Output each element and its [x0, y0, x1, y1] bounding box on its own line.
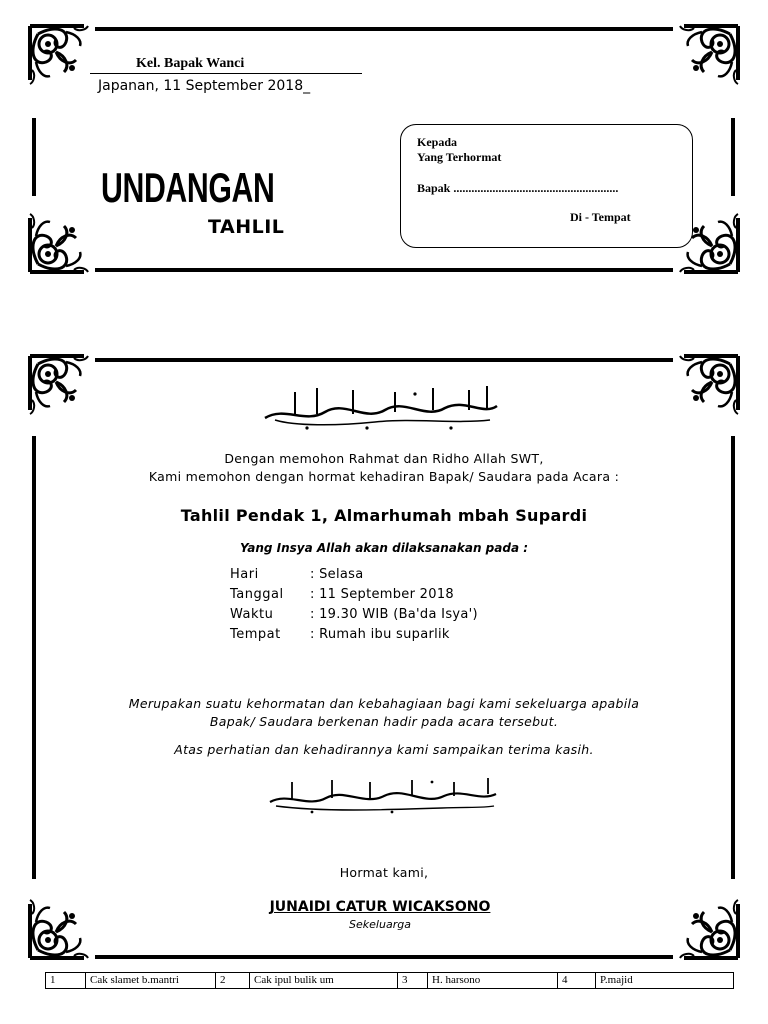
recipient-name: Cak ipul bulik um — [250, 973, 398, 989]
ornament-icon — [26, 22, 96, 92]
signer-role: Sekeluarga — [349, 918, 411, 931]
ornament-icon — [672, 892, 742, 962]
ornament-icon — [672, 22, 742, 92]
ornament-icon — [26, 352, 96, 422]
envelope-subtitle: TAHLIL — [208, 216, 285, 238]
ornament-icon — [26, 892, 96, 962]
detail-label-time: Waktu — [230, 607, 274, 622]
envelope-bottom-border — [95, 268, 673, 272]
detail-value-date: : 11 September 2018 — [310, 587, 454, 602]
detail-label-place: Tempat — [230, 627, 281, 642]
recipient-number: 1 — [46, 973, 86, 989]
recipient-table — [45, 972, 734, 989]
recipient-number: 2 — [216, 973, 250, 989]
recipient-name: P.majid — [596, 973, 734, 989]
invitation-right-border — [731, 436, 735, 879]
intro-line-1: Dengan memohon Rahmat dan Ridho Allah SWT, — [224, 451, 544, 466]
closing-calligraphy-image — [262, 772, 504, 816]
sender-underline — [90, 73, 362, 74]
recipient-number: 4 — [558, 973, 596, 989]
recipient-name: H. harsono — [428, 973, 558, 989]
recipient-number: 3 — [398, 973, 428, 989]
detail-value-place: : Rumah ibu suparlik — [310, 627, 450, 642]
signer-name: JUNAIDI CATUR WICAKSONO — [269, 899, 491, 915]
sender-name: Kel. Bapak Wanci — [136, 56, 245, 71]
envelope-top-border — [95, 27, 673, 31]
detail-label-date: Tanggal — [230, 587, 284, 602]
address-place: Di - Tempat — [570, 210, 631, 224]
schedule-intro: Yang Insya Allah akan dilaksanakan pada : — [239, 541, 529, 555]
thanks-line: Atas perhatian dan kehadirannya kami sampaikan terima kasih. — [174, 742, 594, 757]
envelope-right-border — [731, 118, 735, 196]
closing-line-2: Bapak/ Saudara berkenan hadir pada acara tersebut. — [209, 714, 559, 729]
table-row — [46, 973, 734, 989]
ornament-icon — [26, 206, 96, 276]
invitation-top-border — [95, 358, 673, 362]
detail-value-time: : 19.30 WIB (Ba'da Isya') — [310, 607, 478, 622]
invitation-left-border — [32, 436, 36, 879]
invitation-bottom-border — [95, 955, 673, 959]
event-title: Tahlil Pendak 1, Almarhumah mbah Supardi — [180, 506, 588, 525]
opening-calligraphy-image — [255, 380, 505, 434]
ornament-icon — [672, 352, 742, 422]
address-to-label: Kepada — [417, 135, 458, 149]
envelope-left-border — [32, 118, 36, 196]
detail-label-day: Hari — [230, 567, 259, 582]
envelope-date: Japanan, 11 September 2018_ — [98, 78, 311, 94]
regards-line: Hormat kami, — [339, 865, 429, 880]
intro-line-2: Kami memohon dengan hormat kehadiran Bapak/ Saudara pada Acara : — [148, 469, 620, 484]
address-honorific: Yang Terhormat — [417, 150, 502, 164]
recipient-name: Cak slamet b.mantri — [86, 973, 216, 989]
detail-value-day: : Selasa — [310, 567, 364, 582]
envelope-title: UNDANGAN — [101, 164, 275, 211]
address-name-line: Bapak ....................................................... — [417, 181, 619, 195]
closing-line-1: Merupakan suatu kehormatan dan kebahagiaan bagi kami sekeluarga apabila — [128, 696, 640, 711]
address-box — [400, 124, 693, 248]
